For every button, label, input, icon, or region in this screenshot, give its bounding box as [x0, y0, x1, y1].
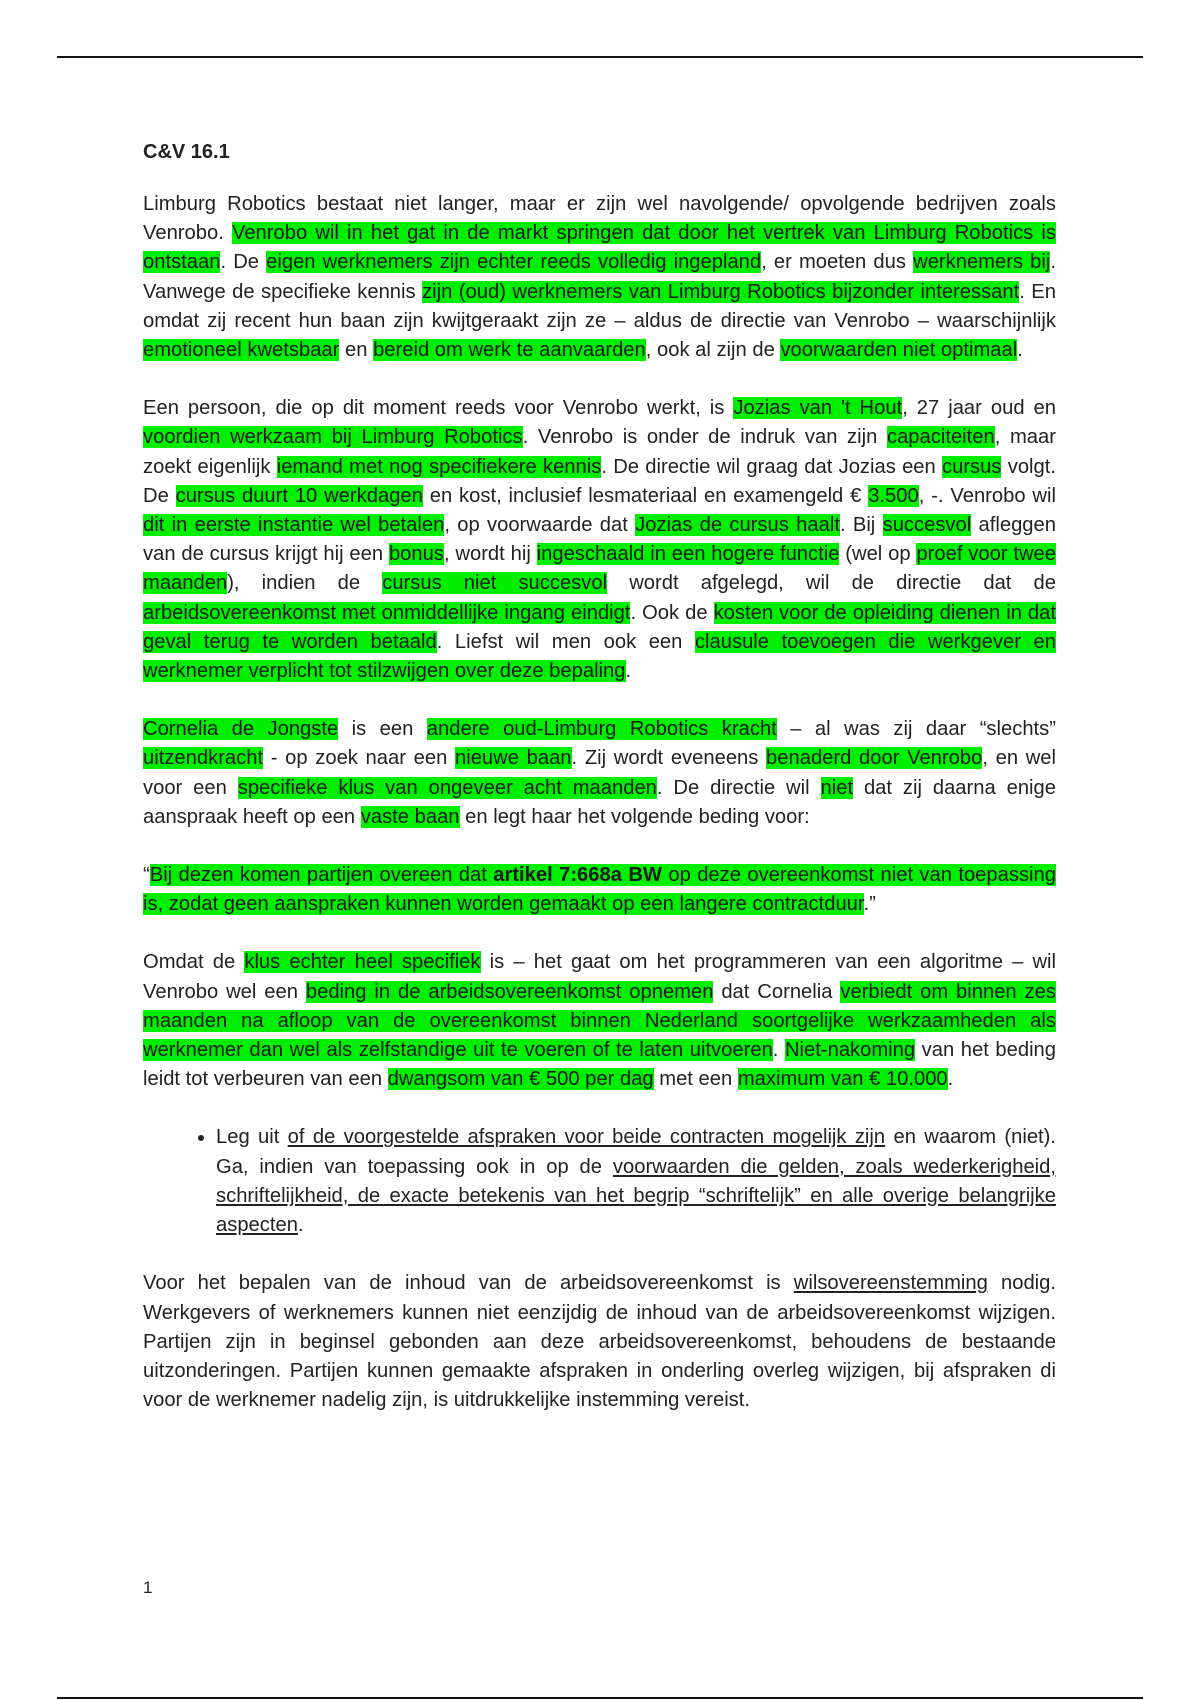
highlighted-text: voordien werkzaam bij Limburg Robotics	[143, 426, 523, 449]
text-span: Een persoon, die op dit moment reeds voor Venrobo werkt, is	[143, 397, 734, 420]
text-span: wordt afgelegd, wil de directie dat de	[607, 572, 1056, 595]
highlighted-text: klus echter heel specifiek	[244, 951, 481, 974]
highlighted-text: Niet-nakoming	[784, 1039, 916, 1062]
underlined-text: voorwaarden die gelden, zoals wederkerigheid, schriftelijkheid, de exacte betekenis van het begrip “schriftelijk” en alle overige belangrijke aspecten	[216, 1155, 1056, 1237]
text-span: . De	[220, 251, 267, 274]
highlighted-text: dwangsom van € 500 per dag	[387, 1068, 654, 1091]
highlighted-text: Jozias de cursus haalt	[635, 514, 840, 537]
text-span: Limburg Robotics bestaat niet langer, maar er zijn wel navolgende/ opvolgende bedrijven zoals Venrobo.	[143, 193, 1056, 245]
text-span: - op zoek naar een	[263, 747, 455, 770]
text-span: volgt. De	[143, 455, 1056, 507]
highlighted-text: dit in eerste instantie wel betalen	[143, 514, 445, 537]
text-span: , op voorwaarde dat	[444, 514, 636, 537]
text-span: , wordt hij	[443, 543, 537, 566]
text-span: .	[772, 1039, 785, 1062]
paragraph-jozias	[143, 394, 1056, 686]
highlighted-text: beding in de arbeidsovereenkomst opnemen	[305, 980, 714, 1003]
text-span: . De directie wil	[656, 776, 821, 799]
text-span: . Venrobo is onder de indruk van zijn	[522, 426, 887, 449]
text-span: is – het gaat om het programmeren van een algoritme – wil Venrobo wel een	[143, 951, 1056, 1003]
highlighted-text: benaderd door Venrobo	[766, 747, 983, 770]
text-span: Omdat de	[143, 951, 245, 974]
text-span: .	[947, 1068, 954, 1091]
text-span: en waarom (niet). Ga, indien van toepassing ook in op de	[216, 1126, 1056, 1178]
text-span: . Vanwege de specifieke kennis	[143, 251, 1056, 303]
text-span: dat Cornelia	[713, 980, 841, 1003]
highlighted-text: specifieke klus van ongeveer acht maanden	[237, 776, 657, 799]
highlighted-text: clausule toevoegen die werkgever en werknemer verplicht tot stilzwijgen over deze bepaling	[143, 630, 1056, 683]
text-span: “	[143, 864, 150, 887]
text-span: . Ook de	[630, 601, 714, 624]
highlighted-text: 3.500	[868, 484, 919, 507]
highlighted-text: cursus niet succesvol	[382, 572, 608, 595]
text-span: . Liefst wil men ook een	[436, 630, 695, 653]
highlighted-text: cursus duurt 10 werkdagen	[175, 484, 423, 507]
highlighted-text	[493, 864, 662, 886]
text-span: en	[339, 339, 374, 362]
task-item	[216, 1123, 1056, 1240]
text-span: en kost, inclusief lesmateriaal en examengeld €	[422, 484, 869, 507]
highlighted-text: Bij dezen komen partijen overeen dat	[149, 864, 494, 887]
task-list	[143, 1123, 1056, 1240]
bottom-rule	[57, 1697, 1143, 1699]
text-span: Voor het bepalen van de inhoud van de arbeidsovereenkomst is	[143, 1272, 794, 1295]
text-span: .	[1017, 339, 1023, 362]
text-span: . En omdat zij recent hun baan zijn kwijtgeraakt zijn ze – aldus de directie van Venrobo – waarschijnlijk	[143, 280, 1056, 332]
document-page	[143, 138, 1056, 1444]
highlighted-text: op deze overeenkomst niet van toepassing is, zodat geen aanspraken kunnen worden gemaakt op een langere contractduur	[143, 864, 1056, 916]
text-span: , ook al zijn de	[645, 339, 781, 362]
highlighted-text: Cornelia de Jongste	[143, 718, 339, 741]
bold-text: artikel 7:668a BW	[493, 864, 662, 887]
document-title: C&V 16.1	[143, 141, 230, 163]
highlighted-text: niet	[820, 776, 854, 799]
highlighted-text: proef voor twee maanden	[143, 543, 1057, 595]
highlighted-text: maximum van € 10.000	[737, 1068, 948, 1091]
underlined-text: of de voorgestelde afspraken voor beide contracten mogelijk zijn	[287, 1126, 886, 1149]
highlighted-text: verbiedt om binnen zes maanden na afloop van de overeenkomst binnen Nederland soortgelijke werkzaamheden als werknemer dan wel als zelfstandige uit te voeren of te laten uitvoeren	[143, 980, 1056, 1062]
highlighted-text: ingeschaald in een hogere functie	[536, 543, 840, 566]
page-number: 1	[143, 1578, 153, 1597]
text-span: , er moeten dus	[761, 251, 914, 274]
highlighted-text: arbeidsovereenkomst met onmiddellijke ingang eindigt	[143, 601, 631, 624]
text-span: .	[625, 660, 632, 683]
text-span: dat zij daarna enige aanspraak heeft op een	[143, 776, 1056, 828]
highlighted-text: bonus	[388, 543, 444, 566]
text-span: . De directie wil graag dat Jozias een	[601, 455, 943, 478]
text-span: ), indien de	[227, 572, 383, 595]
text-span: , maar zoekt eigenlijk	[143, 426, 1056, 478]
highlighted-text: nieuwe baan	[454, 747, 572, 770]
highlighted-text: voorwaarden niet optimaal	[780, 339, 1018, 362]
highlighted-text: Venrobo wil in het gat in de markt springen dat door het vertrek van Limburg Robotics is ontstaan	[143, 222, 1056, 274]
text-span: afleggen van de cursus krijgt hij een	[143, 514, 1056, 566]
highlighted-text: iemand met nog specifiekere kennis	[276, 455, 602, 478]
highlighted-text: zijn (oud) werknemers van Limburg Robotics bijzonder interessant	[422, 280, 1020, 303]
text-span: van het beding leidt tot verbeuren van een	[143, 1039, 1057, 1091]
highlighted-text: andere oud-Limburg Robotics kracht	[426, 718, 777, 741]
text-span: .	[297, 1214, 304, 1237]
highlighted-text: succesvol	[882, 514, 972, 537]
highlighted-text: Jozias van 't Hout	[733, 397, 903, 420]
text-span: , en wel voor een	[143, 747, 1056, 799]
top-rule	[57, 56, 1143, 58]
text-span: met een	[653, 1068, 738, 1091]
underlined-text: wilsovereenstemming	[793, 1272, 988, 1295]
text-span: Leg uit	[216, 1126, 288, 1149]
paragraph-cornelia	[143, 715, 1056, 832]
text-span: .”	[863, 893, 876, 916]
highlighted-text: emotioneel kwetsbaar	[143, 339, 340, 362]
highlighted-text: eigen werknemers zijn echter reeds volledig ingepland	[266, 251, 762, 274]
text-span: . Bij	[839, 514, 883, 537]
text-span: . Zij wordt eveneens	[571, 747, 767, 770]
text-span: – al was zij daar “slechts”	[776, 718, 1056, 741]
text-span: , -. Venrobo wil	[918, 484, 1056, 507]
text-span: en legt haar het volgende beding voor:	[459, 805, 810, 828]
quoted-clause	[143, 861, 1056, 919]
paragraph-intro	[143, 190, 1056, 365]
text-span: (wel op	[839, 543, 917, 566]
highlighted-text: bereid om werk te aanvaarden	[373, 339, 646, 362]
highlighted-text: capaciteiten	[886, 426, 995, 449]
highlighted-text: vaste baan	[360, 805, 460, 828]
text-span: nodig. Werkgevers of werknemers kunnen niet eenzijdig de inhoud van de arbeidsovereenkomst wijzigen. Partijen zijn in beginsel gebonden aan deze arbeidsovereenkomst, behoudens de bestaande uitzonderingen. Partijen kunnen gemaakte afspraken in onderling overleg wijzigen, bij afspraken di voor de werknemer nadelig zijn, is uitdrukkelijke instemming vereist.	[143, 1272, 1056, 1412]
highlighted-text: uitzendkracht	[143, 747, 264, 770]
text-span: is een	[338, 718, 427, 741]
text-span: , 27 jaar oud en	[902, 397, 1056, 420]
answer-paragraph	[143, 1269, 1056, 1415]
highlighted-text: kosten voor de opleiding dienen in dat geval terug te worden betaald	[143, 601, 1056, 653]
highlighted-text: werknemers bij	[913, 251, 1051, 274]
highlighted-text: cursus	[942, 455, 1002, 478]
paragraph-non-compete	[143, 948, 1056, 1094]
